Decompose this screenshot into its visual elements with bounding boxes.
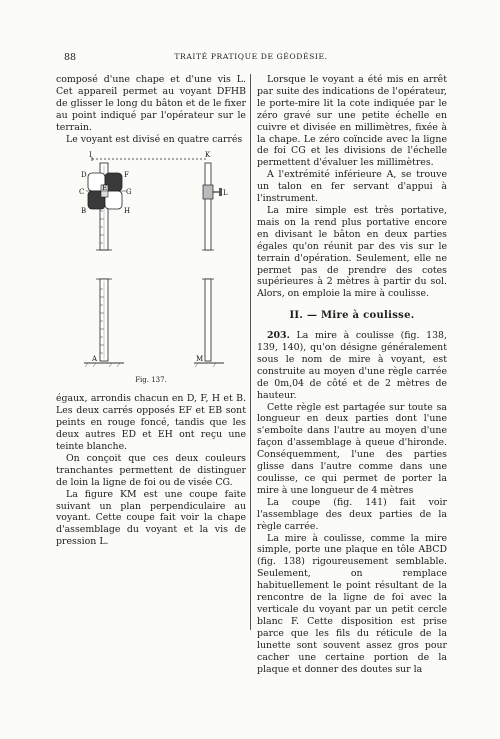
section-title: II. — Mire à coulisse.	[289, 310, 415, 322]
right-paragraph-4	[257, 330, 447, 401]
label-A: A	[92, 355, 98, 364]
left-column	[56, 74, 246, 548]
right-paragraph-1: Lorsque le voyant a été mis en arrêt par suite des indications de l'opérateur, le porte-mire lit la cote indiquée par le zéro gravé sur une petite échelle en cuivre et divisée en millimètres, fixée à la chape. Le zéro coïncide avec la ligne de foi CG et les divisions de l'échelle permettent d'évaluer les millimètres.	[257, 74, 447, 169]
left-paragraph-2: Le voyant est divisé en quatre carrés	[66, 133, 243, 145]
label-B: B	[81, 207, 87, 216]
right-paragraph-2: A l'extrémité inférieure A, se trouve un talon en fer servant d'appui à l'instrument.	[257, 169, 447, 205]
left-paragraph-4: On conçoit que ces deux couleurs tranchantes permettent de distinguer de loin la ligne de foi ou de visée CG.	[56, 452, 246, 488]
right-paragraph-3: La mire simple est très portative, mais on la rend plus portative encore en divisant le bâton en deux parties égales qu'on réunit par des vis sur le terrain d'opération. Seulement, elle ne permet pas de prendre des cotes supérieures à 2 mètres à partir du sol. Alors, on emploie la mire à coulisse.	[257, 204, 447, 300]
column-divider	[250, 74, 251, 630]
label-F: F	[124, 171, 129, 180]
left-paragraph-1: composé d'une chape et d'une vis L. Cet appareil permet au voyant DFHB de glisser le long du bâton et de le fixer au point indiqué par l'opérateur sur le terrain.	[56, 74, 246, 133]
clamp-section	[203, 185, 213, 199]
label-M: M	[196, 355, 204, 364]
right-paragraph-4-text: La mire à coulisse (fig. 138, 139, 140), qu'on désigne généralement sous le nom de mire à voyant, est construite au moyen d'une règle carrée de 0m,04 de côté et de 2 mètres de hauteur.	[257, 330, 448, 401]
page-number: 88	[64, 52, 77, 63]
running-header	[56, 52, 446, 66]
section-lower	[205, 279, 211, 361]
right-paragraph-6: La coupe (fig. 141) fait voir l'assemblage des deux parties de la règle carrée.	[257, 496, 447, 532]
right-column	[257, 74, 447, 675]
left-paragraph-5: La figure KM est une coupe faite suivant un plan perpendiculaire au voyant. Cette coupe fait voir la chape d'assemblage du voyant et la vis de pression L.	[56, 488, 246, 548]
running-title: TRAITÉ PRATIQUE DE GÉODÉSIE.	[174, 52, 328, 61]
section-upper	[205, 163, 211, 250]
staff-break-marks	[96, 250, 214, 279]
figure-137	[56, 151, 246, 373]
figure-137-drawing	[56, 151, 246, 373]
figure-caption: Fig. 137.	[135, 376, 167, 385]
label-G: G	[126, 188, 132, 197]
label-L: L	[223, 189, 228, 198]
label-I: I	[89, 151, 92, 160]
paragraph-number: 203.	[267, 330, 290, 342]
right-paragraph-5: Cette règle est partagée sur toute sa longueur en deux parties dont l'une s'emboîte dans l'autre au moyen d'une façon d'assemblage à queue d'hironde. Conséquemment, l'une des parties glisse dans l'autre comme dans une coulisse, ce qui permet de porter la mire à une longueur de 4 mètres	[257, 401, 447, 496]
label-E: E	[102, 184, 108, 193]
label-D: D	[81, 171, 87, 180]
label-H: H	[124, 207, 131, 216]
label-K: K	[205, 151, 211, 160]
left-paragraph-3: égaux, arrondis chacun en D, F, H et B. Les deux carrés opposés EF et EB sont peints en rouge foncé, tandis que les deux autres ED et EH ont reçu une teinte blanche.	[56, 393, 246, 452]
right-paragraph-7: La mire à coulisse, comme la mire simple, porte une plaque en tôle ABCD (fig. 138) rigoureusement semblable. Seulement, on remplace habituellement le point résultant de la rencontre de la ligne de foi avec la verticale du voyant par un petit cercle blanc F. Cette disposition est prise parce que les fils du réticule de la lunette sont souvent assez gros pour cacher une certaine portion de la plaque et donner des doutes sur la	[257, 532, 447, 675]
label-C: C	[79, 188, 85, 197]
